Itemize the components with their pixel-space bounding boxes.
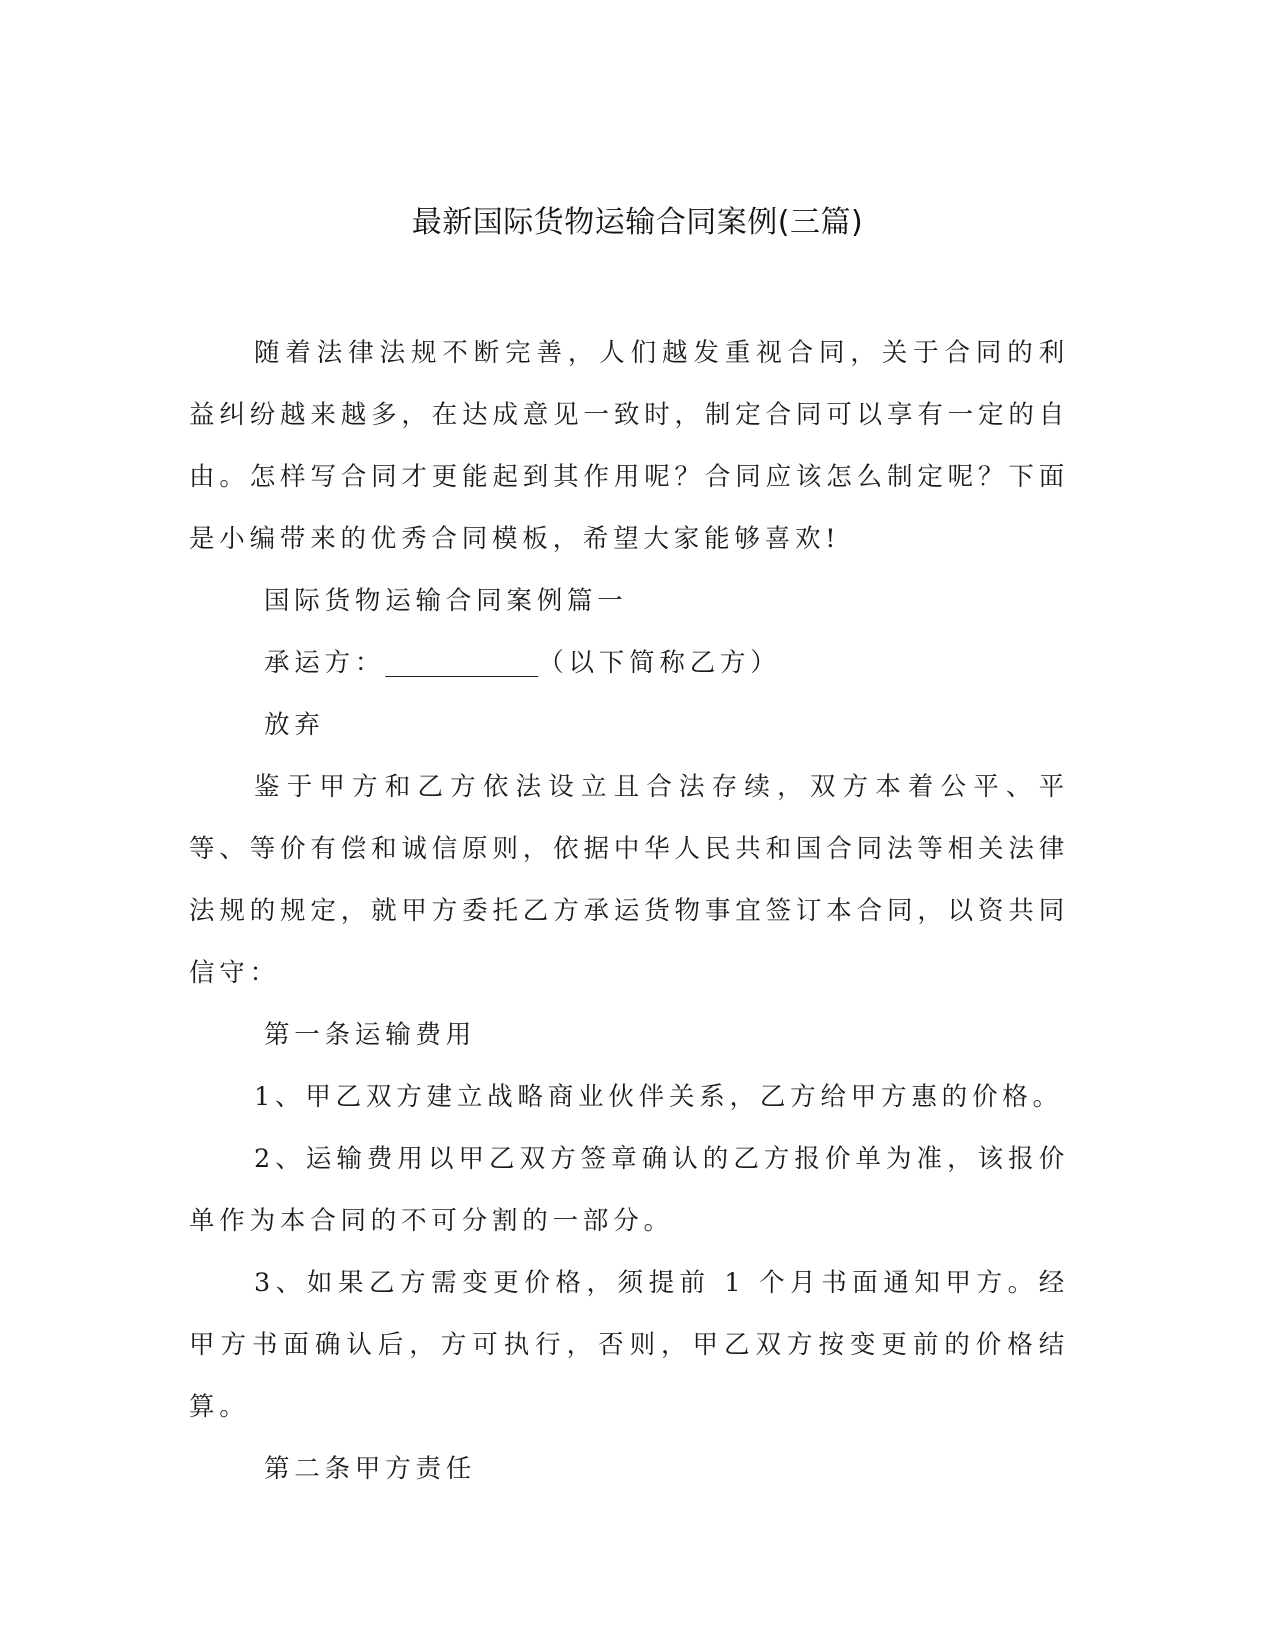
document-title: 最新国际货物运输合同案例(三篇) — [411, 205, 864, 240]
waive-line: 放弃 — [264, 710, 325, 740]
carrier-blank: ____________ — [385, 648, 539, 678]
carrier-line — [189, 632, 1069, 694]
section-heading: 国际货物运输合同案例篇一 — [264, 586, 628, 616]
article1-item2: 2、运输费用以甲乙双方签章确认的乙方报价单为准，该报价单作为本合同的不可分割的一部分。 — [189, 1144, 1069, 1236]
article1-item1: 1、甲乙双方建立战略商业伙伴关系，乙方给甲方惠的价格。 — [254, 1082, 1063, 1112]
carrier-label: 承运方： — [264, 648, 386, 678]
carrier-suffix: （以下简称乙方） — [538, 648, 781, 678]
article1-item3: 3、如果乙方需变更价格，须提前 1 个月书面通知甲方。经甲方书面确认后，方可执行，否则，甲乙双方按变更前的价格结算。 — [189, 1268, 1069, 1422]
document-body — [189, 322, 1069, 1500]
article1-heading: 第一条运输费用 — [264, 1020, 477, 1050]
article2-heading: 第二条甲方责任 — [264, 1454, 477, 1484]
preamble-paragraph: 鉴于甲方和乙方依法设立且合法存续，双方本着公平、平等、等价有偿和诚信原则，依据中华人民共和国合同法等相关法律法规的规定，就甲方委托乙方承运货物事宜签订本合同，以资共同信守： — [189, 772, 1069, 988]
intro-paragraph: 随着法律法规不断完善，人们越发重视合同，关于合同的利益纠纷越来越多，在达成意见一致时，制定合同可以享有一定的自由。怎样写合同才更能起到其作用呢？合同应该怎么制定呢？下面是小编带来的优秀合同模板，希望大家能够喜欢! — [189, 338, 1069, 554]
